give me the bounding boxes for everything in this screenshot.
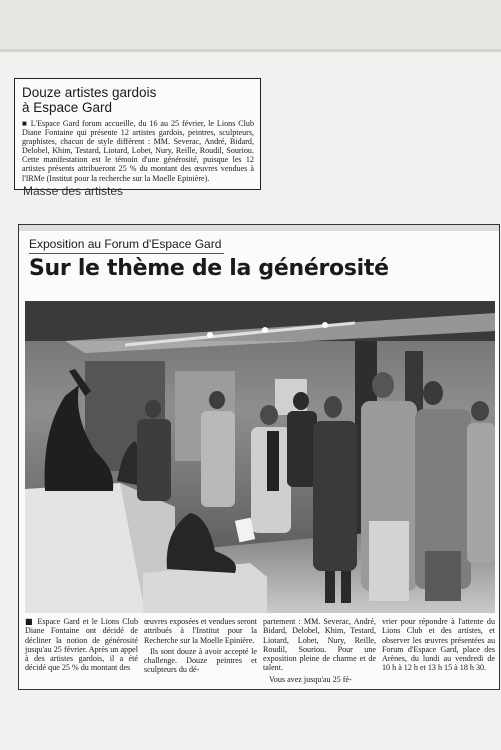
headline-line-2: à Espace Gard	[22, 100, 113, 115]
column-2	[144, 617, 257, 689]
column-1	[25, 617, 138, 689]
column-2-paragraph-2: Ils sont douze à avoir accepté le challenge. Douze peintres et sculpteurs du dé-	[144, 646, 257, 675]
exhibition-photo	[25, 301, 495, 613]
scanner-band	[0, 0, 501, 52]
headline-line-1: Douze artistes gardois	[22, 85, 157, 100]
column-3-paragraph-1: partement : MM. Severac, André, Bidard, Delobel, Khim, Testard, Liotard, Lobet, Nury, Reille, Roudil, Souriou. Pour une exposition pleine de charme et de talent.	[263, 617, 376, 673]
kicker-rule	[29, 253, 224, 254]
clipping-headline	[22, 85, 260, 115]
column-2-paragraph-1: œuvres exposées et vendues seront attribués à l'Institut pour la Recherche sur la Moelle Epinière.	[144, 617, 257, 645]
cut-off-headline: Masse des artistes	[23, 183, 124, 198]
clipping-main-article	[18, 224, 500, 690]
column-3-paragraph-2: Vous avez jusqu'au 25 fé-	[269, 674, 352, 684]
article-columns	[25, 617, 495, 689]
column-1-text: Espace Gard et le Lions Club Diane Fontaine ont décidé de décliner la notion de générosité jusqu'au 25 février. Après un appel à des artistes gardois, il a été décidé que 25 % du montant des	[25, 617, 138, 673]
top-strip	[19, 225, 499, 231]
article-title: Sur le thème de la générosité	[29, 256, 389, 281]
clipping-short-article	[14, 78, 261, 198]
bullet-square-icon: ■	[22, 119, 31, 128]
clipping-body	[22, 119, 254, 183]
column-4	[382, 617, 495, 689]
column-3	[263, 617, 376, 689]
clipping-body-text: L'Espace Gard forum accueille, du 16 au 25 février, le Lions Club Diane Fontaine qui présente 12 artistes gardois, peintres, sculpteurs, graphistes, chacun de style différent : MM. Severac, André, Bidard, Delobel, Khim, Testard, Liotard, Lobet, Nury, Reille, Roudil, Souriou. Cette manifestation est le témoin d'une générosité, puisque les 12 artistes présents attribueront 25 % du montant des œuvres vendues à l'IRMe (Institut pour la recherche sur la Moelle Epinière).	[22, 119, 254, 183]
article-kicker: Exposition au Forum d'Espace Gard	[29, 237, 222, 251]
column-4-text: vrier pour répondre à l'attente du Lions Club et des artistes, et observer les œuvres présentées au Forum d'Espace Gard, place des Arènes, du lundi au vendredi de 10 h à 12 h et 13 h 15 à 18 h 30.	[382, 617, 495, 673]
bullet-square-icon: ■	[25, 616, 38, 626]
